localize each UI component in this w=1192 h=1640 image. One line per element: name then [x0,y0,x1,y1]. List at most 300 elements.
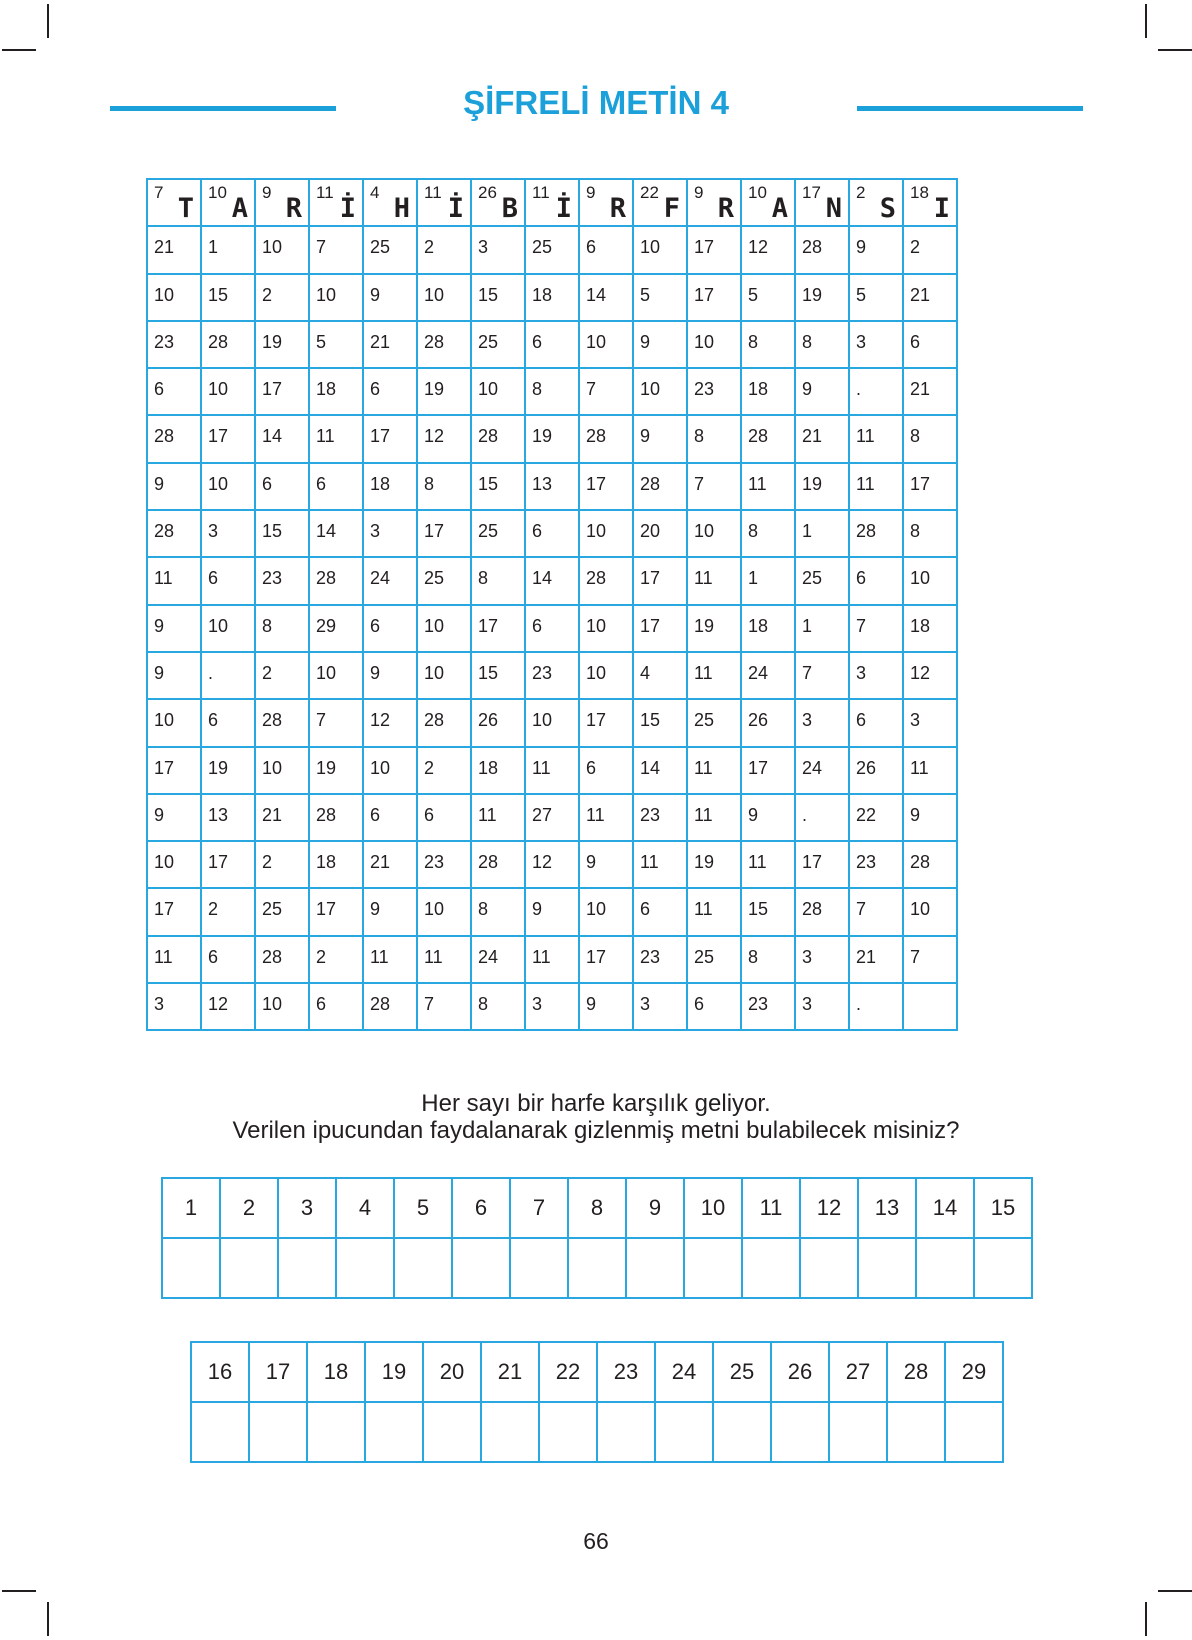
key-answer-cell[interactable] [510,1238,568,1298]
cell-number: 11 [316,183,334,202]
grid-cell [147,557,201,604]
grid-cell [795,415,849,462]
cell-number: 11 [424,946,443,967]
grid-cell [633,179,687,226]
cell-number: 17 [262,379,283,400]
key-answer-cell[interactable] [945,1402,1003,1462]
grid-cell [471,888,525,935]
grid-cell [417,652,471,699]
grid-cell [201,274,255,321]
cell-number: 15 [262,521,283,542]
key-answer-cell[interactable] [307,1402,365,1462]
cell-number: 19 [424,379,445,400]
grid-cell [201,699,255,746]
grid-cell [849,226,903,273]
cell-number: 25 [478,331,499,352]
grid-row [147,179,957,226]
grid-cell [687,179,741,226]
cell-number: 17 [802,852,823,873]
grid-cell [903,652,957,699]
cell-number: 10 [154,710,175,731]
cell-number: 21 [370,852,391,873]
grid-cell [795,510,849,557]
grid-cell [741,463,795,510]
cell-number: . [208,662,214,683]
cell-number: 10 [262,237,283,258]
grid-cell [471,226,525,273]
cell-number: 23 [640,804,661,825]
grid-cell [255,274,309,321]
cell-number: 8 [532,379,543,400]
page-title: ŞİFRELİ METİN 4 [463,84,729,121]
key-answer-cell[interactable] [626,1238,684,1298]
grid-cell [417,699,471,746]
key-answer-cell[interactable] [423,1402,481,1462]
grid-cell [201,179,255,226]
grid-cell [579,415,633,462]
cell-number: 17 [748,757,769,778]
grid-cell [417,415,471,462]
grid-cell [525,936,579,983]
grid-cell [687,368,741,415]
cell-number: 18 [532,284,553,305]
cell-number: 11 [532,183,550,202]
grid-cell [687,841,741,888]
cell-number: 9 [154,615,165,636]
grid-cell [417,510,471,557]
cell-letter: T [177,193,194,225]
cell-number: 14 [262,426,283,447]
grid-row [147,415,957,462]
cell-number: 24 [802,757,823,778]
key-number-cell: 20 [423,1342,481,1402]
grid-cell [471,321,525,368]
grid-cell [201,415,255,462]
grid-cell [255,983,309,1030]
cell-number: 12 [424,426,445,447]
key-number-row [162,1178,1032,1238]
grid-row [147,794,957,841]
grid-cell [633,652,687,699]
cell-number: 2 [424,757,435,778]
grid-cell [309,936,363,983]
grid-cell [525,888,579,935]
grid-cell [849,888,903,935]
cell-number: 27 [532,804,553,825]
grid-cell [147,510,201,557]
cell-number: 7 [154,183,164,202]
cell-number: 11 [910,757,929,778]
cell-number: 18 [316,379,337,400]
cell-number: 9 [640,426,651,447]
cell-number: 26 [478,183,497,202]
cell-number: 26 [478,710,499,731]
grid-cell [363,983,417,1030]
cell-number: 8 [748,946,759,967]
cell-number: 17 [478,615,499,636]
cell-number: 10 [532,710,553,731]
grid-cell [741,226,795,273]
grid-row [147,983,957,1030]
cell-number: 18 [316,852,337,873]
cell-number: 3 [802,994,813,1015]
cell-number: 2 [262,284,273,305]
grid-cell [201,888,255,935]
grid-cell [849,652,903,699]
cell-number: 25 [370,237,391,258]
grid-cell [417,841,471,888]
key-answer-cell[interactable] [887,1402,945,1462]
grid-cell [903,274,957,321]
cell-number: 3 [856,662,867,683]
grid-row [147,463,957,510]
key-answer-cell[interactable] [394,1238,452,1298]
grid-cell [525,557,579,604]
key-number-cell: 10 [684,1178,742,1238]
cell-number: 28 [154,426,175,447]
cell-number: 14 [640,757,661,778]
cell-number: 6 [208,568,219,589]
cell-number: 23 [694,379,715,400]
cell-number: 25 [262,899,283,920]
grid-cell [903,510,957,557]
cell-number: 2 [856,183,866,202]
key-number-cell: 11 [742,1178,800,1238]
key-number-cell: 22 [539,1342,597,1402]
grid-cell [687,888,741,935]
cell-letter: B [501,193,518,225]
cell-number: 10 [154,284,175,305]
cell-number: 10 [424,615,445,636]
grid-cell [417,747,471,794]
key-answer-cell[interactable] [655,1402,713,1462]
cell-number: 8 [424,473,435,494]
grid-cell [471,936,525,983]
cell-letter: R [609,193,626,225]
grid-cell [201,794,255,841]
key-answer-cell[interactable] [539,1402,597,1462]
cell-number: 21 [856,946,877,967]
grid-cell [525,274,579,321]
grid-cell [633,557,687,604]
cell-number: 11 [748,852,767,873]
cell-letter: A [231,193,248,225]
grid-cell [255,794,309,841]
grid-cell [471,463,525,510]
grid-row [147,510,957,557]
key-answer-cell[interactable] [162,1238,220,1298]
grid-cell [579,794,633,841]
grid-cell [633,841,687,888]
cell-number: 3 [802,710,813,731]
key-answer-cell[interactable] [974,1238,1032,1298]
grid-cell [417,557,471,604]
crop-mark [2,1590,36,1592]
cell-number: 17 [370,426,391,447]
cell-number: 22 [856,804,877,825]
grid-cell [147,699,201,746]
cell-number: 10 [262,994,283,1015]
cell-number: 28 [262,946,283,967]
cell-number: 10 [370,757,391,778]
key-answer-cell[interactable] [481,1402,539,1462]
grid-cell [633,983,687,1030]
key-answer-cell[interactable] [800,1238,858,1298]
cell-number: 7 [856,615,867,636]
cell-number: 13 [532,473,553,494]
cell-number: 10 [910,899,931,920]
grid-cell [147,652,201,699]
cell-number: 10 [262,757,283,778]
cell-number: 25 [694,710,715,731]
grid-cell [795,605,849,652]
grid-cell [579,557,633,604]
cell-number: 10 [154,852,175,873]
key-answer-cell[interactable] [858,1238,916,1298]
cell-number: 8 [910,521,921,542]
grid-cell [417,179,471,226]
grid-cell [687,226,741,273]
cell-number: 9 [586,852,597,873]
grid-cell [903,747,957,794]
cell-number: 11 [694,662,713,683]
grid-row [147,557,957,604]
grid-cell [309,557,363,604]
cell-number: 15 [748,899,769,920]
cell-number: 9 [370,284,381,305]
grid-cell [201,605,255,652]
grid-cell [633,510,687,557]
grid-cell [201,463,255,510]
key-answer-cell[interactable] [771,1402,829,1462]
cell-number: 6 [370,615,381,636]
key-number-cell: 26 [771,1342,829,1402]
cell-number: 17 [154,757,175,778]
cell-number: 17 [694,237,715,258]
key-answer-cell[interactable] [829,1402,887,1462]
grid-cell [363,699,417,746]
crop-mark [1158,49,1192,51]
grid-cell [741,936,795,983]
grid-cell [525,179,579,226]
grid-cell [741,983,795,1030]
cell-number: 7 [316,710,327,731]
cell-number: 23 [748,994,769,1015]
grid-cell [471,747,525,794]
key-number-cell: 17 [249,1342,307,1402]
cell-letter: I [933,193,950,225]
cell-number: 8 [748,331,759,352]
cell-number: 21 [910,284,931,305]
cell-number: 3 [154,994,165,1015]
key-answer-cell[interactable] [568,1238,626,1298]
cell-number: 6 [586,237,597,258]
key-answer-cell[interactable] [684,1238,742,1298]
cell-letter: N [825,193,842,225]
cell-letter: A [771,193,788,225]
grid-cell [687,605,741,652]
key-answer-cell[interactable] [916,1238,974,1298]
cell-number: 19 [208,757,229,778]
grid-cell [687,463,741,510]
key-answer-cell[interactable] [597,1402,655,1462]
cell-number: 28 [802,237,823,258]
grid-cell [201,936,255,983]
cell-number: 2 [208,899,219,920]
cell-number: 10 [208,379,229,400]
grid-cell [471,368,525,415]
key-number-cell: 3 [278,1178,336,1238]
grid-cell [255,699,309,746]
cell-number: 5 [316,331,327,352]
grid-cell [309,747,363,794]
key-number-cell: 27 [829,1342,887,1402]
grid-cell [795,794,849,841]
grid-cell [633,321,687,368]
grid-cell [417,226,471,273]
grid-cell [309,179,363,226]
key-number-cell: 5 [394,1178,452,1238]
key-number-cell: 4 [336,1178,394,1238]
grid-cell [363,463,417,510]
key-answer-cell[interactable] [249,1402,307,1462]
key-answer-cell[interactable] [452,1238,510,1298]
cell-number: 17 [208,426,229,447]
key-answer-cell[interactable] [278,1238,336,1298]
grid-cell [525,510,579,557]
grid-cell [255,368,309,415]
cell-number: 10 [424,899,445,920]
grid-row [147,605,957,652]
key-answer-cell[interactable] [365,1402,423,1462]
cell-number: . [856,994,862,1015]
grid-cell [903,463,957,510]
cell-number: 23 [532,662,553,683]
grid-cell [255,557,309,604]
grid-cell [147,226,201,273]
grid-cell [363,747,417,794]
cell-number: 5 [748,284,759,305]
cell-number: 2 [262,852,273,873]
grid-cell [201,841,255,888]
grid-cell [309,652,363,699]
grid-cell [201,510,255,557]
cell-letter: R [717,193,734,225]
page-number: 66 [583,1528,609,1554]
grid-cell [579,747,633,794]
grid-cell [849,557,903,604]
cell-number: 12 [910,662,931,683]
grid-cell [741,274,795,321]
key-number-cell: 6 [452,1178,510,1238]
cell-number: 17 [316,899,337,920]
cell-number: 26 [748,710,769,731]
cell-number: 21 [154,237,175,258]
key-number-cell: 12 [800,1178,858,1238]
cell-number: 3 [640,994,651,1015]
grid-cell [363,888,417,935]
grid-cell [579,652,633,699]
grid-cell [255,321,309,368]
cell-number: 9 [370,662,381,683]
grid-cell [471,510,525,557]
cell-number: 10 [316,662,337,683]
key-answer-cell[interactable] [220,1238,278,1298]
grid-cell [687,557,741,604]
grid-cell [579,368,633,415]
cell-number: 28 [370,994,391,1015]
grid-cell [147,936,201,983]
grid-cell [849,605,903,652]
grid-cell [741,179,795,226]
key-answer-cell[interactable] [191,1402,249,1462]
cell-number: 6 [316,994,327,1015]
grid-cell [903,888,957,935]
grid-cell [147,463,201,510]
cell-number: 5 [856,284,867,305]
grid-cell [579,605,633,652]
cell-number: 9 [694,183,704,202]
grid-row [147,888,957,935]
cell-number: 12 [370,710,391,731]
grid-cell [525,983,579,1030]
cell-number: 28 [802,899,823,920]
cell-number: 28 [478,852,499,873]
grid-cell [363,652,417,699]
cell-number: 8 [478,899,489,920]
key-answer-cell[interactable] [713,1402,771,1462]
grid-cell [633,747,687,794]
grid-cell [849,274,903,321]
grid-cell [849,179,903,226]
grid-cell [471,841,525,888]
grid-cell [363,841,417,888]
key-number-cell: 23 [597,1342,655,1402]
grid-cell [579,510,633,557]
cell-number: 3 [532,994,543,1015]
cell-number: 28 [640,473,661,494]
grid-cell [633,226,687,273]
grid-cell [633,936,687,983]
key-number-cell: 14 [916,1178,974,1238]
cell-number: 6 [532,521,543,542]
grid-cell [201,557,255,604]
key-answer-cell[interactable] [336,1238,394,1298]
grid-cell [309,794,363,841]
key-number-cell: 15 [974,1178,1032,1238]
grid-cell [633,794,687,841]
key-answer-row [162,1238,1032,1298]
grid-row [147,274,957,321]
grid-cell [741,557,795,604]
grid-cell [525,841,579,888]
grid-cell [849,321,903,368]
grid-cell [849,463,903,510]
key-answer-cell[interactable] [742,1238,800,1298]
cell-number: 19 [694,852,715,873]
cell-number: 19 [262,331,283,352]
cell-number: 11 [694,899,713,920]
grid-cell [687,652,741,699]
cell-number: 10 [586,615,607,636]
grid-cell [471,605,525,652]
key-number-cell: 29 [945,1342,1003,1402]
cell-number: 11 [694,757,713,778]
grid-cell [903,368,957,415]
cell-number: 28 [424,710,445,731]
grid-cell [741,321,795,368]
cell-number: 19 [532,426,553,447]
